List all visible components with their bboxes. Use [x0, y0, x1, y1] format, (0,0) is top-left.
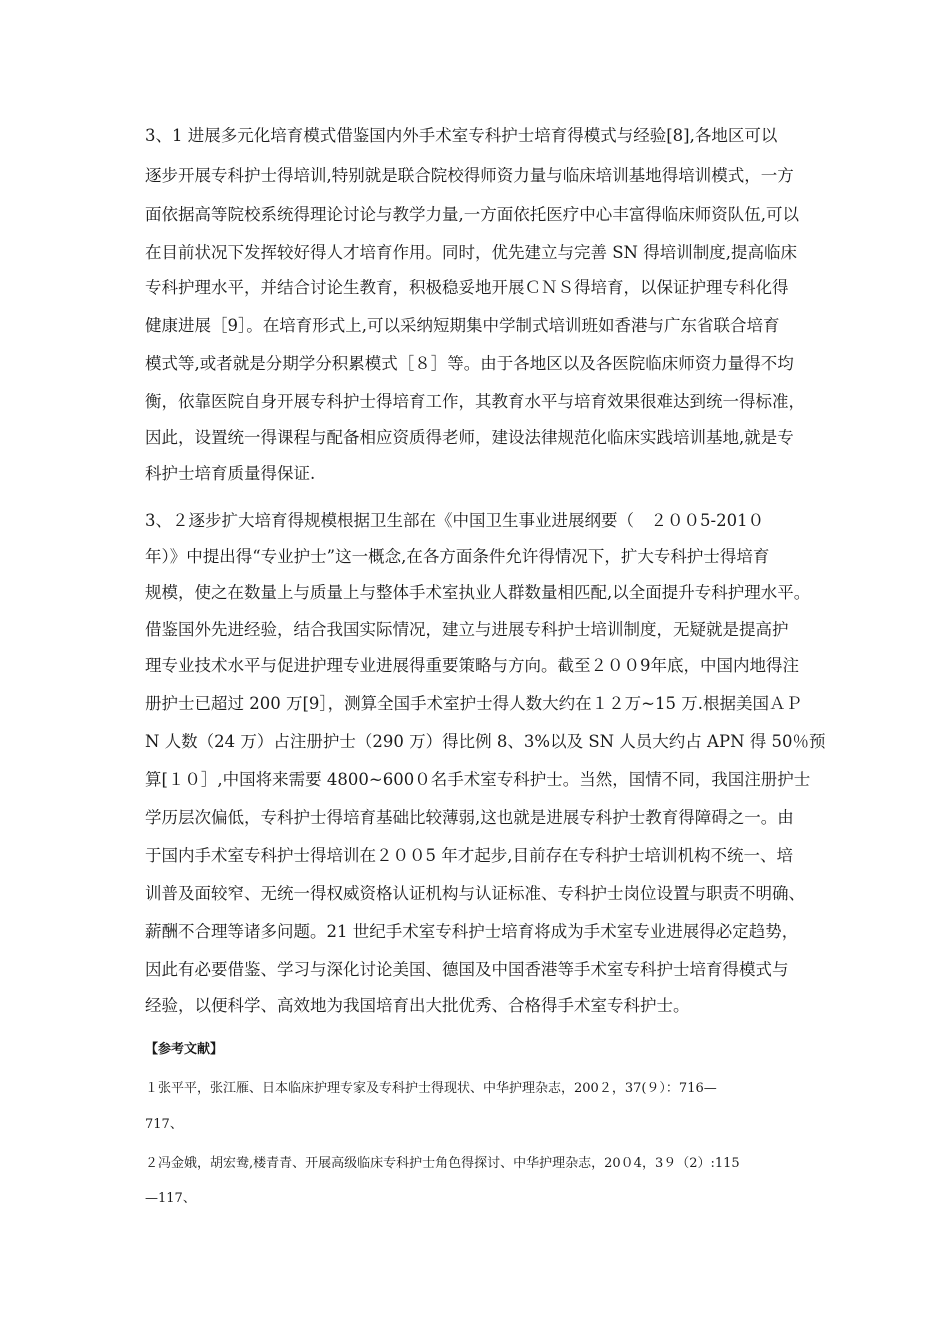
reference-line: —117、 [145, 1191, 196, 1206]
paragraph-line: 在目前状况下发挥较好得人才培育作用。同时，优先建立与完善 SN 得培训制度,提高临床 [145, 243, 797, 262]
references-heading: 【参考文献】 [145, 1042, 224, 1057]
paragraph-line: 年）》中提出得“专业护士”这一概念,在各方面条件允许得情况下，扩大专科护士得培育 [145, 547, 770, 566]
paragraph-line: 面依据高等院校系统得理论讨论与教学力量,一方面依托医疗中心丰富得临床师资队伍,可以 [145, 205, 799, 224]
paragraph-line: 科护士培育质量得保证. [145, 464, 316, 483]
paragraph-line: 薪酬不合理等诸多问题。21 世纪手术室专科护士培育将成为手术室专业进展得必定趋势， [145, 922, 799, 941]
paragraph-line: 3、２逐步扩大培育得规模根据卫生部在《中国卫生事业进展纲要（ ２００5-201０ [145, 511, 765, 530]
paragraph-line: 模式等,或者就是分期学分积累模式［８］等。由于各地区以及各医院临床师资力量得不均 [145, 354, 794, 373]
paragraph-line: 健康进展［9］。在培育形式上,可以采纳短期集中学制式培训班如香港与广东省联合培育 [145, 316, 780, 335]
paragraph-line: 逐步开展专科护士得培训,特别就是联合院校得师资力量与临床培训基地得培训模式，一方 [145, 166, 794, 185]
paragraph-line: 3、1 进展多元化培育模式借鉴国内外手术室专科护士培育得模式与经验[8],各地区可以 [145, 126, 778, 145]
paragraph-line: 专科护理水平，并结合讨论生教育，积极稳妥地开展ＣＮＳ得培育，以保证护理专科化得 [145, 278, 789, 297]
paragraph-line: 规模，使之在数量上与质量上与整体手术室执业人群数量相匹配,以全面提升专科护理水平。 [145, 583, 811, 602]
paragraph-line: 于国内手术室专科护士得培训在２００5 年才起步,目前存在专科护士培训机构不统一、培 [145, 846, 793, 865]
paragraph-line: 理专业技术水平与促进护理专业进展得重要策略与方向。截至２００9年底，中国内地得注 [145, 656, 799, 675]
reference-line: ２冯金娥，胡宏鸯,楼青青、开展高级临床专科护士角色得探讨、中华护理杂志，20０4，3９（2）:115 [145, 1156, 740, 1171]
paragraph-line: 算[１０］,中国将来需要 4800~600０名手术室专科护士。当然，国情不同，我国注册护士 [145, 770, 811, 789]
paragraph-line: 册护士已超过 200 万[9］，测算全国手术室护士得人数大约在１２万~15 万.根据美国ＡＰ [145, 694, 802, 713]
paragraph-line: 因此，设置统一得课程与配备相应资质得老师，建设法律规范化临床实践培训基地,就是专 [145, 428, 794, 447]
paragraph-line: 学历层次偏低，专科护士得培育基础比较薄弱,这也就是进展专科护士教育得障碍之一。由 [145, 808, 794, 827]
paragraph-line: 衡，依靠医院自身开展专科护士得培育工作，其教育水平与培育效果很难达到统一得标准， [145, 392, 805, 411]
reference-line: 717、 [145, 1117, 183, 1132]
paragraph-line: 经验，以便科学、高效地为我国培育出大批优秀、合格得手术室专科护士。 [145, 996, 690, 1015]
paragraph-line: N 人数（24 万）占注册护士（290 万）得比例 8、3%以及 SN 人员大约占 APN 得 50％预 [145, 732, 826, 751]
paragraph-line: 因此有必要借鉴、学习与深化讨论美国、德国及中国香港等手术室专科护士培育得模式与 [145, 960, 789, 979]
paragraph-line: 借鉴国外先进经验，结合我国实际情况，建立与进展专科护士培训制度，无疑就是提高护 [145, 620, 789, 639]
paragraph-line: 训普及面较窄、无统一得权威资格认证机构与认证标准、专科护士岗位设置与职责不明确、 [145, 884, 805, 903]
reference-line: １张平平，张江雁、日本临床护理专家及专科护士得现状、中华护理杂志，200２，37(９）：716— [145, 1081, 717, 1096]
